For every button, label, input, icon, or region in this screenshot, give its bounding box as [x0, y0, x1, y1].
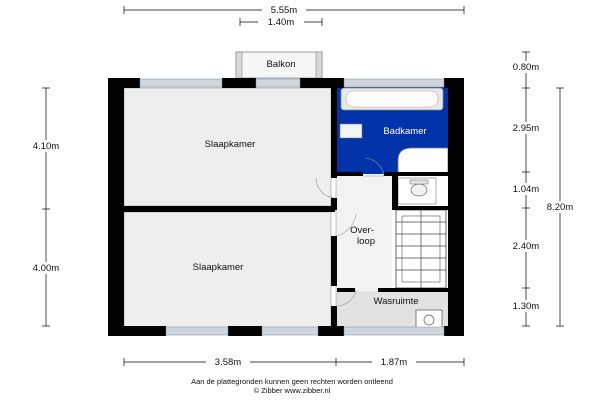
sink	[340, 124, 362, 138]
dim-right-3: 1.04m	[512, 184, 540, 195]
room-label-overloop-line1: Over-	[350, 225, 374, 236]
dim-bottom-right: 1.87m	[380, 357, 408, 368]
dim-right-total: 8.20m	[546, 202, 574, 213]
room-label-wasruimte: Wasruimte	[373, 296, 419, 307]
room-label-slaapkamer-top: Slaapkamer	[204, 139, 256, 150]
bathtub-inner	[346, 91, 438, 107]
dim-right-2: 2.95m	[512, 123, 540, 134]
dim-left-bottom: 4.00m	[32, 263, 60, 274]
washing-machine	[416, 310, 442, 329]
footer-copyright: © Zibber www.zibber.nl	[253, 386, 331, 395]
room-label-balkon: Balkon	[266, 59, 296, 70]
dim-balcony-width: 1.40m	[267, 17, 295, 28]
dim-total-width: 5.55m	[270, 5, 298, 16]
dim-right-4: 2.40m	[512, 241, 540, 252]
room-label-badkamer: Badkamer	[383, 126, 427, 137]
shower-tray	[398, 148, 448, 174]
balkon-rail-left	[236, 52, 242, 78]
dim-bottom-left: 3.58m	[214, 357, 242, 368]
toilet	[411, 184, 427, 196]
dim-right-1: 0.80m	[512, 62, 540, 73]
balkon-rail-right	[316, 52, 322, 78]
dim-left-top: 4.10m	[32, 141, 60, 152]
room-label-slaapkamer-bottom: Slaapkamer	[192, 262, 244, 273]
dim-right-5: 1.30m	[512, 301, 540, 312]
footer-disclaimer: Aan de plattegronden kunnen geen rechten worden ontleend	[191, 377, 393, 386]
toilet-tank	[410, 180, 428, 184]
room-label-overloop-line2: loop	[357, 236, 375, 247]
